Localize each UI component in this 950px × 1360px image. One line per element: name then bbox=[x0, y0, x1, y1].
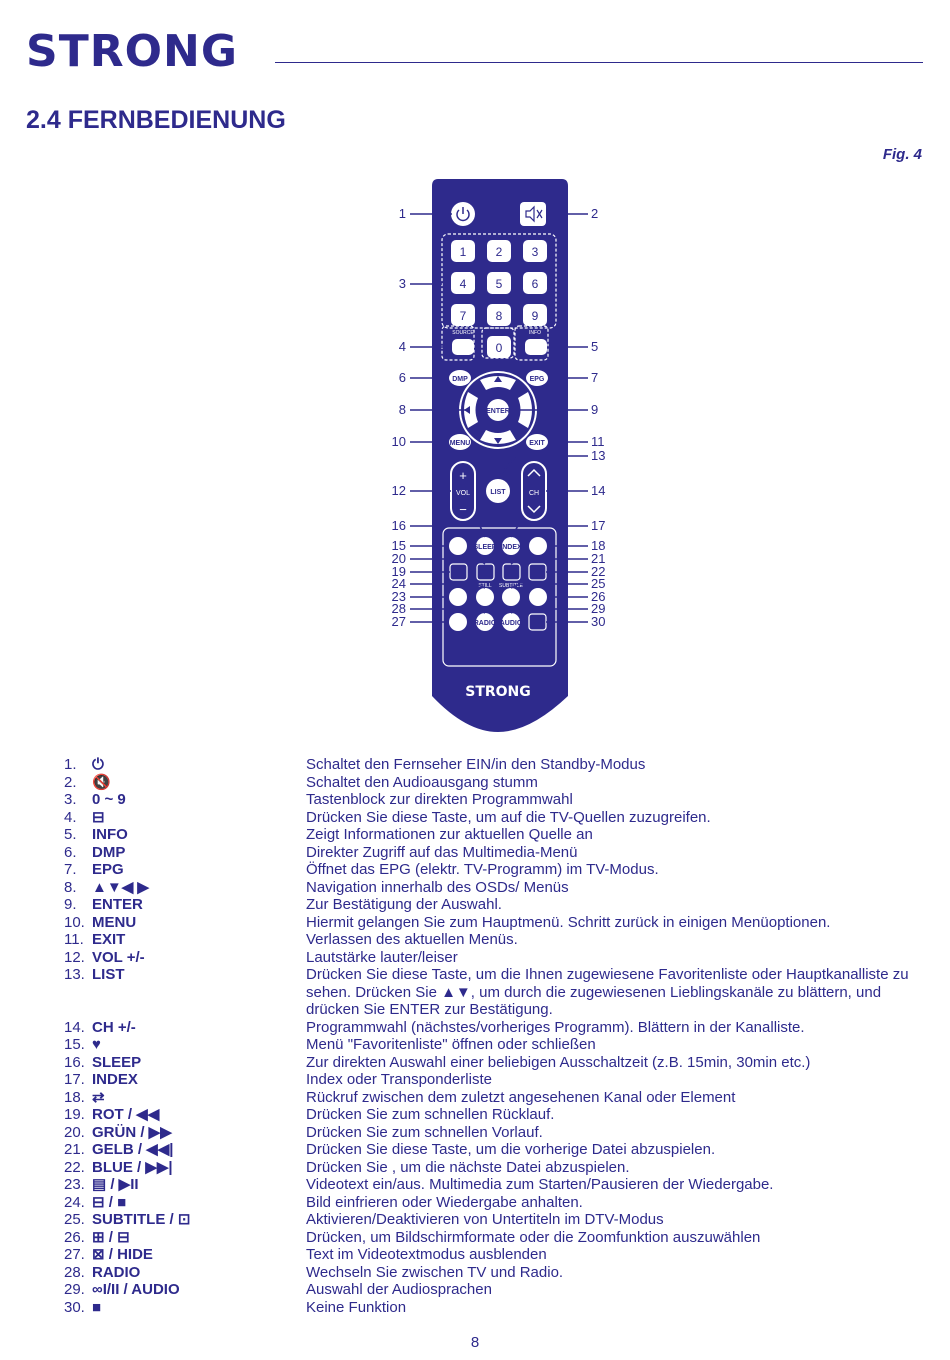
svg-text:5: 5 bbox=[591, 339, 599, 354]
item-description: Drücken Sie zum schnellen Vorlauf. bbox=[306, 1123, 543, 1141]
list-item bbox=[64, 1036, 944, 1054]
list-item bbox=[64, 966, 944, 1019]
item-number: 26. bbox=[64, 1228, 85, 1246]
item-number: 14. bbox=[64, 1018, 85, 1036]
item-key: DMP bbox=[92, 843, 126, 861]
svg-text:ENTER: ENTER bbox=[486, 408, 510, 415]
digit-7: 7 bbox=[459, 309, 467, 323]
list-item bbox=[64, 1019, 944, 1037]
item-key: ⊟ / ■ bbox=[92, 1193, 127, 1211]
item-description: Direkter Zugriff auf das Multimedia-Menü bbox=[306, 843, 578, 861]
svg-text:22: 22 bbox=[591, 564, 606, 579]
item-number: 19. bbox=[64, 1106, 85, 1123]
svg-text:10: 10 bbox=[391, 434, 406, 449]
list-item bbox=[64, 1176, 944, 1194]
svg-text:SUBTITLE: SUBTITLE bbox=[499, 583, 523, 589]
item-key: ENTER bbox=[92, 896, 143, 913]
svg-text:DMP: DMP bbox=[452, 376, 468, 383]
remote-illustration bbox=[380, 176, 620, 736]
list-item bbox=[64, 756, 944, 774]
list-item bbox=[64, 826, 944, 844]
svg-text:VOL: VOL bbox=[455, 490, 471, 497]
item-description: Öffnet das EPG (elektr. TV-Programm) im TV-Modus. bbox=[306, 861, 659, 878]
item-number: 4. bbox=[64, 808, 77, 826]
item-description: Drücken, um Bildschirmformate oder die Zoomfunktion auszuwählen bbox=[306, 1228, 761, 1246]
svg-text:7: 7 bbox=[591, 370, 599, 385]
item-description: Wechseln Sie zwischen TV und Radio. bbox=[306, 1263, 564, 1281]
zoom-button bbox=[529, 588, 547, 606]
item-description: Index oder Transponderliste bbox=[306, 1071, 492, 1088]
item-key: SUBTITLE / ⊡ bbox=[92, 1211, 191, 1228]
header-rule bbox=[275, 62, 923, 63]
item-key: ▤ / ▶II bbox=[92, 1176, 139, 1193]
svg-text:17: 17 bbox=[591, 518, 606, 533]
digit-5: 5 bbox=[495, 277, 503, 291]
item-description: Rückruf zwischen dem zuletzt angesehenen Kanal oder Element bbox=[306, 1088, 736, 1106]
item-key: INDEX bbox=[92, 1071, 138, 1088]
item-number: 10. bbox=[64, 913, 85, 931]
info-label: INFO bbox=[529, 330, 541, 336]
svg-text:12: 12 bbox=[391, 483, 406, 498]
item-key: ⊞ / ⊟ bbox=[92, 1228, 130, 1246]
svg-text:LIST: LIST bbox=[490, 489, 506, 496]
item-number: 13. bbox=[64, 966, 85, 983]
svg-text:16: 16 bbox=[391, 518, 406, 533]
svg-text:CH: CH bbox=[528, 490, 540, 497]
svg-text:24: 24 bbox=[391, 576, 406, 591]
svg-text:AUDIO: AUDIO bbox=[499, 620, 523, 627]
svg-text:SLEEP: SLEEP bbox=[473, 544, 497, 551]
item-description: Drücken Sie diese Taste, um die Ihnen zugewiesene Favoritenliste oder Hauptkanalliste zu sehen. Drücken Sie ▲▼, um durch die zugewiesenen Lieblingskanäle zu blättern, und drücken Sie ENTER zur Bestätigung. bbox=[306, 966, 909, 1018]
info-button bbox=[525, 339, 547, 355]
item-key: ∞I/II / AUDIO bbox=[92, 1281, 180, 1298]
list-item bbox=[64, 809, 944, 827]
item-description: Schaltet den Fernseher EIN/in den Standby-Modus bbox=[306, 756, 646, 773]
svg-text:29: 29 bbox=[591, 601, 606, 616]
item-description: Drücken Sie zum schnellen Rücklauf. bbox=[306, 1106, 555, 1123]
svg-text:4: 4 bbox=[398, 339, 406, 354]
item-number: 21. bbox=[64, 1141, 85, 1158]
svg-text:−: − bbox=[459, 502, 467, 517]
item-description: Drücken Sie diese Taste, um auf die TV-Quellen zuzugreifen. bbox=[306, 808, 711, 826]
item-number: 8. bbox=[64, 878, 77, 896]
item-key: RADIO bbox=[92, 1263, 141, 1281]
mute-button bbox=[520, 202, 546, 226]
digit-9: 9 bbox=[531, 309, 539, 323]
list-item bbox=[64, 1264, 944, 1282]
list-item bbox=[64, 791, 944, 809]
svg-text:19: 19 bbox=[391, 564, 406, 579]
svg-text:28: 28 bbox=[391, 601, 406, 616]
item-number: 12. bbox=[64, 948, 85, 966]
svg-text:3: 3 bbox=[398, 276, 406, 291]
item-description: Aktivieren/Deaktivieren von Untertiteln im DTV-Modus bbox=[306, 1211, 664, 1228]
key-function-list bbox=[64, 756, 944, 1316]
brand-logo: STRONG bbox=[26, 26, 238, 77]
item-description: Verlassen des aktuellen Menüs. bbox=[306, 931, 518, 948]
list-item bbox=[64, 1159, 944, 1177]
list-item bbox=[64, 1071, 944, 1089]
item-number: 3. bbox=[64, 791, 77, 808]
list-item bbox=[64, 774, 944, 792]
list-item bbox=[64, 914, 944, 932]
item-number: 5. bbox=[64, 826, 77, 843]
item-number: 15. bbox=[64, 1036, 85, 1053]
item-number: 11. bbox=[64, 931, 84, 948]
svg-text:8: 8 bbox=[398, 402, 406, 417]
item-description: Drücken Sie , um die nächste Datei abzuspielen. bbox=[306, 1158, 630, 1176]
source-label: SOURCE bbox=[452, 330, 474, 336]
item-key: GRÜN / ▶▶ bbox=[92, 1123, 172, 1141]
item-description: Drücken Sie diese Taste, um die vorherige Datei abzuspielen. bbox=[306, 1141, 716, 1158]
item-description: Zeigt Informationen zur aktuellen Quelle an bbox=[306, 826, 593, 843]
item-number: 7. bbox=[64, 861, 77, 878]
list-item bbox=[64, 1089, 944, 1107]
item-key: EXIT bbox=[92, 931, 126, 948]
item-number: 29. bbox=[64, 1281, 85, 1298]
item-number: 2. bbox=[64, 773, 77, 791]
list-item bbox=[64, 1124, 944, 1142]
item-number: 22. bbox=[64, 1158, 85, 1176]
svg-text:26: 26 bbox=[591, 589, 606, 604]
svg-text:RADIO: RADIO bbox=[473, 620, 497, 627]
digit-6: 6 bbox=[531, 277, 539, 291]
digit-2: 2 bbox=[495, 245, 503, 259]
figure-label: Fig. 4 bbox=[882, 146, 922, 163]
item-number: 9. bbox=[64, 896, 77, 913]
item-description: Zur Bestätigung der Auswahl. bbox=[306, 896, 502, 913]
fav-button bbox=[449, 537, 467, 555]
item-description: Zur direkten Auswahl einer beliebigen Ausschaltzeit (z.B. 15min, 30min etc.) bbox=[306, 1053, 811, 1071]
list-item bbox=[64, 949, 944, 967]
item-key: ⏻ bbox=[92, 756, 104, 773]
source-button bbox=[452, 339, 474, 355]
svg-text:MENU: MENU bbox=[449, 440, 471, 447]
item-description: Auswahl der Audiosprachen bbox=[306, 1281, 492, 1298]
item-description: Videotext ein/aus. Multimedia zum Starten/Pausieren der Wiedergabe. bbox=[306, 1176, 774, 1193]
item-key: ⊟ bbox=[92, 808, 105, 826]
recall-button bbox=[529, 537, 547, 555]
digit-1: 1 bbox=[459, 245, 467, 259]
svg-text:EXIT: EXIT bbox=[529, 440, 545, 447]
svg-text:6: 6 bbox=[398, 370, 406, 385]
list-item bbox=[64, 1246, 944, 1264]
svg-text:+: + bbox=[459, 468, 467, 483]
svg-text:2: 2 bbox=[591, 206, 599, 221]
item-description: Text im Videotextmodus ausblenden bbox=[306, 1246, 547, 1263]
list-item bbox=[64, 1106, 944, 1124]
item-key: INFO bbox=[92, 826, 128, 843]
text-button bbox=[449, 588, 467, 606]
item-key: 🔇 bbox=[92, 773, 111, 791]
item-number: 18. bbox=[64, 1088, 85, 1106]
list-item bbox=[64, 1141, 944, 1159]
list-item bbox=[64, 1281, 944, 1299]
list-item bbox=[64, 931, 944, 949]
subtitle-button bbox=[502, 588, 520, 606]
item-key: MENU bbox=[92, 913, 137, 931]
svg-text:18: 18 bbox=[591, 538, 606, 553]
svg-text:11: 11 bbox=[591, 434, 605, 449]
item-key: SLEEP bbox=[92, 1053, 142, 1071]
item-key: ⊠ / HIDE bbox=[92, 1246, 153, 1263]
item-number: 1. bbox=[64, 756, 77, 773]
list-item bbox=[64, 1211, 944, 1229]
still-button bbox=[476, 588, 494, 606]
svg-text:14: 14 bbox=[591, 483, 606, 498]
svg-text:27: 27 bbox=[391, 614, 406, 629]
svg-text:25: 25 bbox=[591, 576, 606, 591]
svg-text:30: 30 bbox=[591, 614, 606, 629]
item-description: Tastenblock zur direkten Programmwahl bbox=[306, 791, 573, 808]
digit-8: 8 bbox=[495, 309, 503, 323]
svg-text:21: 21 bbox=[591, 551, 606, 566]
list-item bbox=[64, 1229, 944, 1247]
list-item bbox=[64, 1054, 944, 1072]
svg-text:13: 13 bbox=[591, 448, 606, 463]
item-key: 0 ~ 9 bbox=[92, 791, 126, 808]
item-number: 20. bbox=[64, 1123, 85, 1141]
digit-0: 0 bbox=[495, 341, 503, 355]
svg-text:EPG: EPG bbox=[529, 376, 545, 383]
list-item bbox=[64, 879, 944, 897]
item-description: Lautstärke lauter/leiser bbox=[306, 948, 458, 966]
item-description: Schaltet den Audioausgang stumm bbox=[306, 773, 538, 791]
item-number: 24. bbox=[64, 1193, 85, 1211]
item-description: Keine Funktion bbox=[306, 1298, 407, 1316]
item-number: 27. bbox=[64, 1246, 85, 1263]
svg-text:1: 1 bbox=[398, 206, 406, 221]
item-key: EPG bbox=[92, 861, 124, 878]
hide-button bbox=[449, 613, 467, 631]
list-item bbox=[64, 1194, 944, 1212]
digit-4: 4 bbox=[459, 277, 467, 291]
item-key: VOL +/- bbox=[92, 948, 145, 966]
list-item bbox=[64, 1299, 944, 1317]
item-key: ▲▼◀ ▶ bbox=[92, 878, 149, 896]
item-description: Navigation innerhalb des OSDs/ Menüs bbox=[306, 878, 569, 896]
svg-text:INDEX: INDEX bbox=[500, 544, 522, 551]
item-key: ♥ bbox=[92, 1036, 101, 1053]
svg-text:23: 23 bbox=[391, 589, 406, 604]
item-key: GELB / ◀◀| bbox=[92, 1141, 174, 1158]
item-key: ROT / ◀◀ bbox=[92, 1106, 160, 1123]
remote-brand: STRONG bbox=[465, 684, 531, 700]
item-key: BLUE / ▶▶| bbox=[92, 1158, 173, 1176]
item-number: 23. bbox=[64, 1176, 85, 1193]
item-number: 25. bbox=[64, 1211, 85, 1228]
item-number: 28. bbox=[64, 1263, 85, 1281]
item-key: ⇄ bbox=[92, 1088, 105, 1106]
item-description: Menü "Favoritenliste" öffnen oder schließen bbox=[306, 1036, 596, 1053]
svg-text:STILL: STILL bbox=[478, 583, 492, 589]
list-item bbox=[64, 844, 944, 862]
item-key: ■ bbox=[92, 1298, 102, 1316]
item-number: 16. bbox=[64, 1053, 85, 1071]
page-number: 8 bbox=[470, 1334, 480, 1351]
digit-3: 3 bbox=[531, 245, 539, 259]
item-key: LIST bbox=[92, 966, 125, 983]
svg-text:20: 20 bbox=[391, 551, 406, 566]
list-item bbox=[64, 896, 944, 914]
list-item bbox=[64, 861, 944, 879]
svg-text:15: 15 bbox=[391, 538, 406, 553]
item-description: Bild einfrieren oder Wiedergabe anhalten. bbox=[306, 1193, 583, 1211]
section-title: 2.4 FERNBEDIENUNG bbox=[26, 106, 286, 134]
item-description: Hiermit gelangen Sie zum Hauptmenü. Schritt zurück in einigen Menüoptionen. bbox=[306, 913, 831, 931]
item-number: 30. bbox=[64, 1298, 85, 1316]
item-description: Programmwahl (nächstes/vorheriges Programm). Blättern in der Kanalliste. bbox=[306, 1018, 805, 1036]
svg-text:9: 9 bbox=[591, 402, 599, 417]
item-number: 6. bbox=[64, 843, 77, 861]
item-number: 17. bbox=[64, 1071, 85, 1088]
item-key: CH +/- bbox=[92, 1018, 136, 1036]
